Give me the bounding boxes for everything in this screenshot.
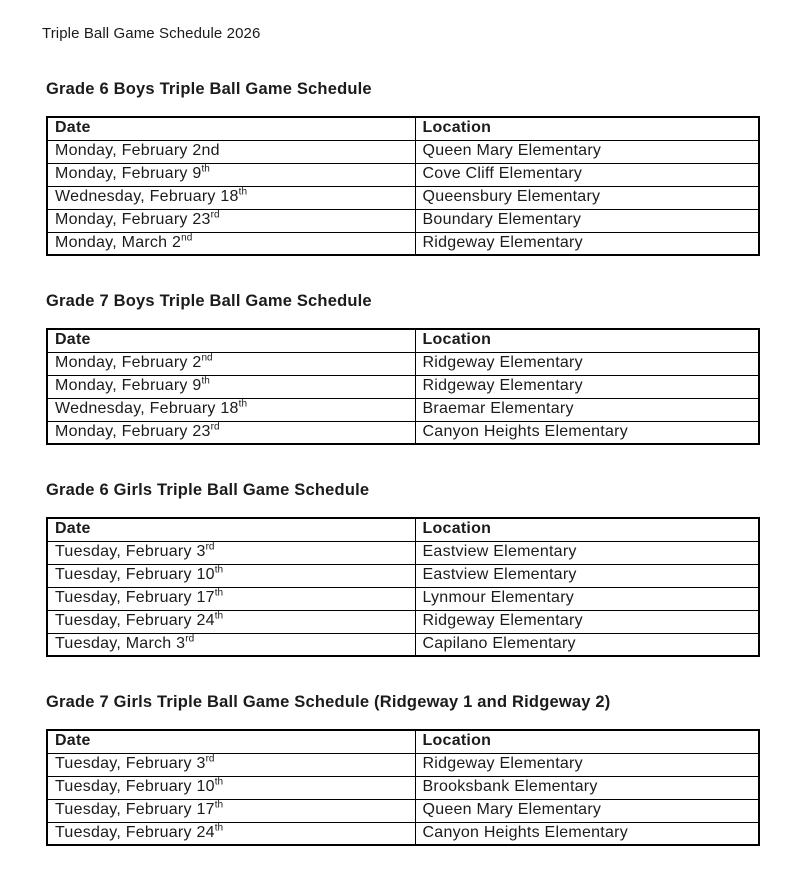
date-text: Tuesday, March 3 bbox=[55, 634, 186, 652]
section-heading: Grade 6 Girls Triple Ball Game Schedule bbox=[46, 481, 370, 499]
date-cell bbox=[47, 541, 415, 564]
table-header-row bbox=[47, 518, 759, 541]
location-cell: Lynmour Elementary bbox=[415, 587, 759, 610]
date-cell bbox=[47, 140, 415, 163]
location-cell: Ridgeway Elementary bbox=[415, 610, 759, 633]
date-text: Tuesday, February 24 bbox=[55, 823, 215, 841]
ordinal-superscript: th bbox=[214, 776, 224, 788]
section-grade-6-boys bbox=[42, 79, 764, 256]
location-cell: Capilano Elementary bbox=[415, 633, 759, 656]
date-cell bbox=[47, 753, 415, 776]
date-text: Tuesday, February 10 bbox=[55, 778, 215, 795]
table-row bbox=[47, 610, 759, 633]
section-grade-6-girls bbox=[42, 480, 764, 657]
date-cell bbox=[47, 799, 415, 822]
table-row bbox=[47, 541, 759, 564]
location-cell: Cove Cliff Elementary bbox=[415, 163, 759, 186]
date-text: Monday, February 23 bbox=[55, 422, 211, 440]
date-text: Monday, February 9 bbox=[55, 165, 202, 182]
ordinal-superscript: rd bbox=[205, 753, 215, 765]
table-row bbox=[47, 633, 759, 656]
table-row bbox=[47, 587, 759, 610]
location-cell: Canyon Heights Elementary bbox=[415, 421, 759, 444]
table-row bbox=[47, 163, 759, 186]
table-row bbox=[47, 398, 759, 421]
ordinal-superscript: rd bbox=[210, 209, 220, 221]
date-cell bbox=[47, 633, 415, 656]
column-header-location: Location bbox=[415, 730, 759, 753]
date-cell bbox=[47, 822, 415, 845]
date-cell bbox=[47, 398, 415, 421]
table-row bbox=[47, 421, 759, 444]
column-header-location: Location bbox=[415, 518, 759, 541]
date-text: Tuesday, February 17 bbox=[55, 589, 215, 606]
location-cell: Queen Mary Elementary bbox=[415, 140, 759, 163]
column-header-date: Date bbox=[47, 117, 415, 140]
ordinal-superscript: rd bbox=[205, 541, 215, 553]
table-header-row bbox=[47, 329, 759, 352]
schedule-table-grade-6-boys bbox=[46, 116, 760, 256]
date-cell bbox=[47, 776, 415, 799]
table-row bbox=[47, 352, 759, 375]
ordinal-superscript: rd bbox=[185, 633, 195, 645]
ordinal-superscript: rd bbox=[210, 421, 220, 433]
table-header-row bbox=[47, 730, 759, 753]
date-text: Tuesday, February 24 bbox=[55, 612, 215, 629]
schedule-table-grade-7-boys bbox=[46, 328, 760, 445]
table-row bbox=[47, 799, 759, 822]
date-text: Monday, February 2nd bbox=[55, 142, 220, 159]
date-cell bbox=[47, 610, 415, 633]
table-row bbox=[47, 186, 759, 209]
date-text: Tuesday, February 17 bbox=[55, 801, 215, 818]
date-cell bbox=[47, 232, 415, 255]
date-text: Wednesday, February 18 bbox=[55, 188, 239, 205]
location-cell: Canyon Heights Elementary bbox=[415, 822, 759, 845]
date-text: Tuesday, February 3 bbox=[55, 755, 206, 772]
ordinal-superscript: nd bbox=[201, 352, 213, 364]
table-row bbox=[47, 753, 759, 776]
location-cell: Eastview Elementary bbox=[415, 564, 759, 587]
location-cell: Boundary Elementary bbox=[415, 209, 759, 232]
ordinal-superscript: th bbox=[201, 163, 210, 175]
location-cell: Ridgeway Elementary bbox=[415, 753, 759, 776]
section-heading: Grade 6 Boys Triple Ball Game Schedule bbox=[46, 80, 372, 98]
ordinal-superscript: th bbox=[214, 564, 224, 576]
location-cell: Ridgeway Elementary bbox=[415, 232, 759, 255]
ordinal-superscript: th bbox=[201, 375, 210, 387]
column-header-location: Location bbox=[415, 117, 759, 140]
date-cell bbox=[47, 375, 415, 398]
ordinal-superscript: th bbox=[238, 186, 248, 198]
section-heading: Grade 7 Boys Triple Ball Game Schedule bbox=[46, 292, 372, 310]
table-header-row bbox=[47, 117, 759, 140]
ordinal-superscript: th bbox=[214, 799, 224, 811]
date-text: Monday, March 2 bbox=[55, 233, 182, 251]
schedule-table-grade-6-girls bbox=[46, 517, 760, 657]
ordinal-superscript: nd bbox=[181, 232, 193, 244]
ordinal-superscript: th bbox=[214, 610, 224, 622]
date-cell bbox=[47, 564, 415, 587]
column-header-date: Date bbox=[47, 730, 415, 753]
date-cell bbox=[47, 421, 415, 444]
document-title: Triple Ball Game Schedule 2026 bbox=[42, 25, 261, 42]
date-cell bbox=[47, 352, 415, 375]
table-row bbox=[47, 564, 759, 587]
ordinal-superscript: th bbox=[214, 587, 224, 599]
location-cell: Queen Mary Elementary bbox=[415, 799, 759, 822]
table-row bbox=[47, 822, 759, 845]
location-cell: Brooksbank Elementary bbox=[415, 776, 759, 799]
ordinal-superscript: th bbox=[238, 398, 248, 410]
date-text: Monday, February 23 bbox=[55, 211, 211, 228]
section-heading: Grade 7 Girls Triple Ball Game Schedule (Ridgeway 1 and Ridgeway 2) bbox=[46, 693, 611, 711]
location-cell: Ridgeway Elementary bbox=[415, 375, 759, 398]
column-header-date: Date bbox=[47, 518, 415, 541]
table-row bbox=[47, 209, 759, 232]
date-text: Monday, February 2 bbox=[55, 354, 202, 371]
date-cell bbox=[47, 186, 415, 209]
location-cell: Queensbury Elementary bbox=[415, 186, 759, 209]
location-cell: Braemar Elementary bbox=[415, 398, 759, 421]
table-row bbox=[47, 140, 759, 163]
date-text: Tuesday, February 3 bbox=[55, 543, 206, 560]
column-header-location: Location bbox=[415, 329, 759, 352]
table-row bbox=[47, 776, 759, 799]
section-grade-7-girls bbox=[42, 692, 764, 846]
date-text: Wednesday, February 18 bbox=[55, 400, 239, 417]
date-text: Tuesday, February 10 bbox=[55, 566, 215, 583]
location-cell: Ridgeway Elementary bbox=[415, 352, 759, 375]
location-cell: Eastview Elementary bbox=[415, 541, 759, 564]
date-cell bbox=[47, 209, 415, 232]
date-cell bbox=[47, 587, 415, 610]
section-grade-7-boys bbox=[42, 291, 764, 445]
table-row bbox=[47, 375, 759, 398]
table-row bbox=[47, 232, 759, 255]
ordinal-superscript: th bbox=[214, 822, 224, 834]
column-header-date: Date bbox=[47, 329, 415, 352]
schedule-table-grade-7-girls bbox=[46, 729, 760, 846]
date-cell bbox=[47, 163, 415, 186]
date-text: Monday, February 9 bbox=[55, 377, 202, 394]
